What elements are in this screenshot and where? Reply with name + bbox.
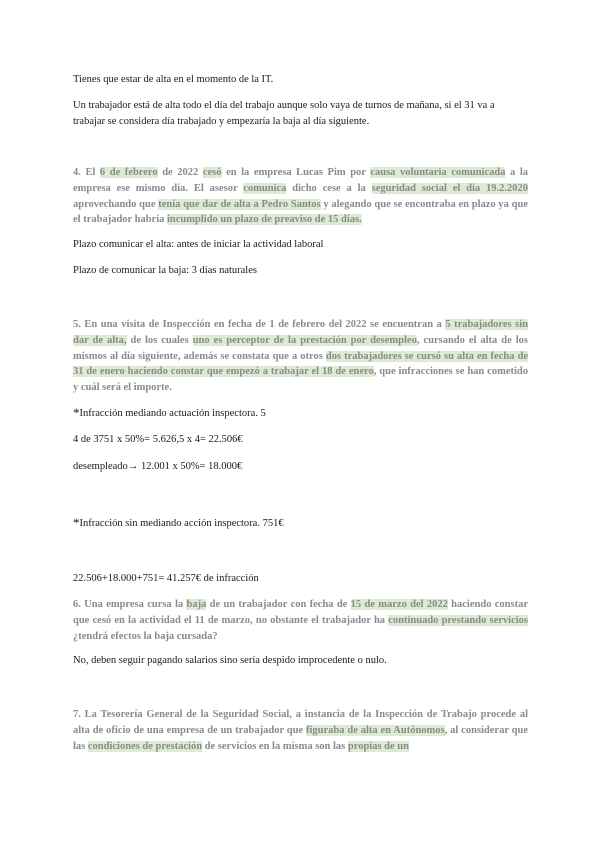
q6-text: de un trabajador con fecha de xyxy=(206,599,351,610)
q5-answer-1 xyxy=(73,405,528,422)
question-5 xyxy=(73,317,528,396)
q5-answer-4 xyxy=(73,515,528,532)
q4-text: de 2022 xyxy=(157,167,203,178)
q5-highlight: dos trabajadores se cursó su alta en fecha de 31 de enero haciendo constar que empezó a trabajar el 18 de enero xyxy=(73,350,529,378)
q4-text: dicho cese a la xyxy=(286,182,372,194)
q5-answer-2: 4 de 3751 x 50%= 5.626,5 x 4= 22.506€ xyxy=(73,434,243,445)
intro-paragraph-2: Un trabajador está de alta todo el día del trabajo aunque solo vaya de turnos de mañana, si el 31 va a trabajar se considera día trabajado y empezaría la baja al día siguiente. xyxy=(73,100,495,127)
q4-text: en la empresa Lucas Pim por xyxy=(221,167,371,178)
question-7 xyxy=(73,707,528,754)
q5-text: de los cuales xyxy=(126,334,193,346)
asterisk: * xyxy=(73,515,80,530)
q6-highlight: continuado prestando servicios xyxy=(388,614,528,626)
q4-answer-2: Plazo de comunicar la baja: 3 días naturales xyxy=(73,265,257,276)
q4-highlight: causa voluntaria comunicada xyxy=(370,167,506,178)
q5-answer-3-left: desempleado xyxy=(73,461,128,472)
intro-paragraph-1: Tienes que estar de alta en el momento de la IT. xyxy=(73,74,274,85)
q6-text: ¿tendrá efectos la baja cursada? xyxy=(73,630,218,642)
q4-highlight: tenía que dar de alta a Pedro Santos xyxy=(158,198,321,210)
q4-highlight: seguridad social el día 19.2.2020 xyxy=(371,182,528,194)
q4-text: 4. El xyxy=(73,167,100,178)
q6-text: 6. Una empresa cursa la xyxy=(73,599,187,610)
q4-text: a la empresa ese mismo día. El asesor xyxy=(73,167,528,194)
q4-highlight: comunica xyxy=(243,182,287,194)
q4-text: y alegando que se encontraba en plazo ya que el trabajador habría xyxy=(73,198,528,226)
q7-highlight: propias de un xyxy=(347,740,409,752)
q7-text: , al considerar que las xyxy=(73,724,528,752)
q4-answer-1: Plazo comunicar el alta: antes de iniciar la actividad laboral xyxy=(73,239,324,250)
q5-answer-1-text: Infracción mediando actuación inspectora. 5 xyxy=(79,408,266,419)
q4-highlight: cesó xyxy=(202,167,222,178)
question-6 xyxy=(73,597,528,644)
q6-answer-1: No, deben seguir pagando salarios sino sería despido improcedente o nulo. xyxy=(73,655,387,666)
q7-highlight: figuraba de alta en Autónomos xyxy=(306,724,445,736)
q7-text: de servicios en la misma son las xyxy=(202,740,348,752)
q4-text: aprovechando que xyxy=(73,198,159,210)
q5-answer-5: 22.506+18.000+751= 41.257€ de infracción xyxy=(73,573,259,584)
q5-text: 5. En una visita de Inspección en fecha de 1 de febrero del 2022 se encuentran a xyxy=(73,319,446,330)
q5-answer-3 xyxy=(73,459,528,475)
q5-text: , que infracciones se han cometido y cuál será el importe. xyxy=(73,366,528,394)
q6-highlight: baja xyxy=(186,599,207,610)
q5-answer-3-right: 12.001 x 50%= 18.000€ xyxy=(138,461,243,472)
q6-text: haciendo constar que cesó en la actividad el 11 de marzo, no obstante el trabajador ha xyxy=(73,599,528,626)
q5-highlight: uno es perceptor de la prestación por desempleo xyxy=(192,334,417,346)
q4-highlight: incumplido un plazo de preaviso de 15 días. xyxy=(167,214,362,226)
question-4 xyxy=(73,165,528,228)
q5-highlight: 5 trabajadores sin dar de alta, xyxy=(73,319,528,346)
q5-answer-4-text: Infracción sin mediando acción inspectora. 751€ xyxy=(79,518,284,529)
q4-highlight: 6 de febrero xyxy=(99,167,158,178)
asterisk: * xyxy=(73,405,80,420)
q6-highlight: 15 de marzo del 2022 xyxy=(350,599,448,610)
q7-text: 7. La Tesorería General de la Seguridad Social, a instancia de la Inspección de Trabajo procede al alta de oficio de una empresa de un trabajador que xyxy=(73,709,528,736)
q5-text: , cursando el alta de los mismos al día siguiente, además se constata que a otros xyxy=(73,334,529,362)
q7-highlight: condiciones de prestación xyxy=(87,740,203,752)
arrow-right-icon: → xyxy=(127,461,139,472)
